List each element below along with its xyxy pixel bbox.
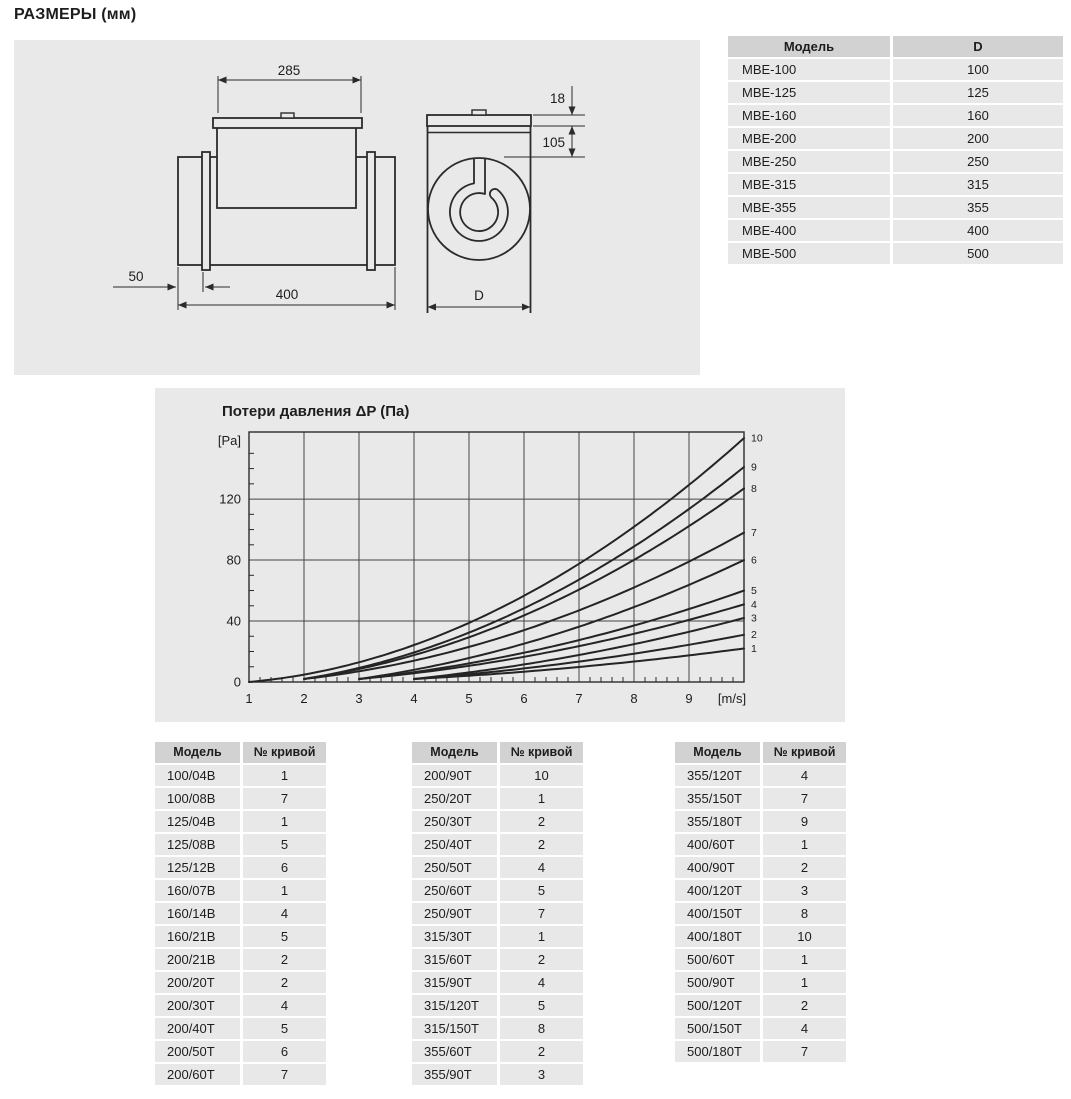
dim-400-label: 400 xyxy=(275,287,299,302)
table-row xyxy=(155,995,326,1016)
table-header-row xyxy=(412,742,583,763)
table-row xyxy=(412,811,583,832)
table-row xyxy=(675,1041,846,1062)
cell-value: 4 xyxy=(763,1018,846,1039)
cell-model: 500/60T xyxy=(675,949,760,970)
cell-value: 4 xyxy=(243,995,326,1016)
cell-value: 2 xyxy=(500,834,583,855)
table-header-row xyxy=(155,742,326,763)
cell-model: 200/21B xyxy=(155,949,240,970)
duct-opening-circle xyxy=(428,158,530,260)
table-body xyxy=(728,59,1063,264)
cell-value: 3 xyxy=(763,880,846,901)
curve-table-1 xyxy=(155,742,326,1087)
lid-handle xyxy=(281,113,294,118)
table-row xyxy=(412,834,583,855)
cell-model: 355/180T xyxy=(675,811,760,832)
cell-model: 315/90T xyxy=(412,972,497,993)
plot-border xyxy=(249,432,744,682)
cell-value: 1 xyxy=(243,811,326,832)
cell-value: 7 xyxy=(763,1041,846,1062)
table-row xyxy=(412,788,583,809)
cell-model: 200/30T xyxy=(155,995,240,1016)
cell-value: 4 xyxy=(500,972,583,993)
cell-value: 1 xyxy=(500,788,583,809)
cell-model: 250/60T xyxy=(412,880,497,901)
x-tick-label: 3 xyxy=(355,691,363,706)
cell-model: 200/40T xyxy=(155,1018,240,1039)
x-tick-label: 9 xyxy=(685,691,693,706)
table-row xyxy=(675,834,846,855)
cell-model: MBE-500 xyxy=(728,243,890,264)
table-header-row xyxy=(728,36,1063,57)
cell-value: 7 xyxy=(763,788,846,809)
cell-model: 400/150T xyxy=(675,903,760,924)
curve-number-label: 7 xyxy=(751,527,757,540)
y-tick-label: 0 xyxy=(233,674,241,690)
cell-model: 500/150T xyxy=(675,1018,760,1039)
table-row xyxy=(412,1018,583,1039)
cell-value: 7 xyxy=(500,903,583,924)
cell-model: MBE-315 xyxy=(728,174,890,195)
terminal-box xyxy=(217,127,356,208)
table-row xyxy=(155,972,326,993)
table-row xyxy=(675,880,846,901)
column-header-model: Модель xyxy=(155,742,240,763)
table-row xyxy=(155,903,326,924)
cell-value: 2 xyxy=(500,949,583,970)
y-tick-label: 120 xyxy=(219,491,241,507)
curve-number-label: 5 xyxy=(751,585,757,598)
pressure-loss-chart xyxy=(155,388,845,722)
dim-18-label: 18 xyxy=(549,91,565,106)
chart-title: Потери давления ΔP (Па) xyxy=(222,403,410,420)
cell-value: 1 xyxy=(763,949,846,970)
cell-value: 2 xyxy=(500,1041,583,1062)
table-header-row xyxy=(675,742,846,763)
cell-model: MBE-355 xyxy=(728,197,890,218)
table-row xyxy=(155,834,326,855)
cell-model: 400/60T xyxy=(675,834,760,855)
table-body xyxy=(155,765,326,1085)
cell-value: 3 xyxy=(500,1064,583,1085)
cell-value: 160 xyxy=(893,105,1063,126)
front-view xyxy=(427,110,531,313)
column-header-curve: № кривой xyxy=(763,742,846,763)
column-header-curve: № кривой xyxy=(500,742,583,763)
curve-number-label: 9 xyxy=(751,461,757,474)
table-row xyxy=(728,197,1063,218)
cell-value: 250 xyxy=(893,151,1063,172)
table-row xyxy=(728,105,1063,126)
table-row xyxy=(728,220,1063,241)
cell-model: 160/21B xyxy=(155,926,240,947)
cell-model: MBE-160 xyxy=(728,105,890,126)
table-row xyxy=(728,59,1063,80)
cell-model: 200/50T xyxy=(155,1041,240,1062)
cell-value: 200 xyxy=(893,128,1063,149)
cell-model: 355/120T xyxy=(675,765,760,786)
cell-model: 250/40T xyxy=(412,834,497,855)
cell-model: 500/90T xyxy=(675,972,760,993)
table-row xyxy=(675,1018,846,1039)
table-row xyxy=(675,926,846,947)
table-row xyxy=(155,811,326,832)
cell-value: 500 xyxy=(893,243,1063,264)
cell-model: 315/120T xyxy=(412,995,497,1016)
cell-model: 315/150T xyxy=(412,1018,497,1039)
cell-value: 6 xyxy=(243,857,326,878)
page-title: РАЗМЕРЫ (мм) xyxy=(14,6,137,23)
table-row xyxy=(155,949,326,970)
cell-model: 315/30T xyxy=(412,926,497,947)
table-row xyxy=(728,243,1063,264)
column-header-d: D xyxy=(893,36,1063,57)
cell-value: 8 xyxy=(763,903,846,924)
cell-value: 355 xyxy=(893,197,1063,218)
column-header-curve: № кривой xyxy=(243,742,326,763)
cell-model: 250/90T xyxy=(412,903,497,924)
cell-value: 5 xyxy=(243,834,326,855)
table-row xyxy=(675,903,846,924)
cell-value: 4 xyxy=(500,857,583,878)
column-header-model: Модель xyxy=(675,742,760,763)
cell-model: 250/50T xyxy=(412,857,497,878)
curve-number-label: 10 xyxy=(751,432,763,445)
table-row xyxy=(155,788,326,809)
table-row xyxy=(728,174,1063,195)
table-row xyxy=(675,811,846,832)
cell-value: 5 xyxy=(500,995,583,1016)
cell-model: 100/04B xyxy=(155,765,240,786)
x-tick-label: 7 xyxy=(575,691,583,706)
cell-value: 125 xyxy=(893,82,1063,103)
cell-model: MBE-200 xyxy=(728,128,890,149)
cell-model: 500/120T xyxy=(675,995,760,1016)
side-view xyxy=(178,113,395,270)
cell-model: 500/180T xyxy=(675,1041,760,1062)
table-row xyxy=(155,1064,326,1085)
table-row xyxy=(155,1018,326,1039)
table-row xyxy=(675,995,846,1016)
cell-model: MBE-125 xyxy=(728,82,890,103)
cell-value: 2 xyxy=(763,995,846,1016)
cell-value: 2 xyxy=(763,857,846,878)
table-row xyxy=(412,1064,583,1085)
cell-value: 400 xyxy=(893,220,1063,241)
table-row xyxy=(412,949,583,970)
table-row xyxy=(412,995,583,1016)
x-tick-label: 2 xyxy=(300,691,308,706)
column-header-model: Модель xyxy=(412,742,497,763)
cell-value: 1 xyxy=(243,880,326,901)
cell-model: 355/150T xyxy=(675,788,760,809)
cell-value: 2 xyxy=(243,972,326,993)
cell-value: 1 xyxy=(500,926,583,947)
cell-model: 400/180T xyxy=(675,926,760,947)
curve-table-3 xyxy=(675,742,846,1064)
dim-d-label: D xyxy=(474,288,484,303)
heating-element-coil xyxy=(450,158,508,241)
cell-value: 5 xyxy=(500,880,583,901)
cell-value: 4 xyxy=(763,765,846,786)
cell-model: 315/60T xyxy=(412,949,497,970)
curve-number-label: 8 xyxy=(751,482,757,495)
y-tick-label: 80 xyxy=(226,552,241,568)
curve-number-label: 1 xyxy=(751,642,757,655)
cell-model: 200/20T xyxy=(155,972,240,993)
cell-value: 10 xyxy=(500,765,583,786)
cell-model: MBE-400 xyxy=(728,220,890,241)
curve-number-label: 4 xyxy=(751,598,757,611)
duct-collar-left xyxy=(202,152,210,270)
table-row xyxy=(675,788,846,809)
duct-collar-right xyxy=(367,152,375,270)
table-row xyxy=(675,765,846,786)
table-row xyxy=(728,82,1063,103)
cell-value: 4 xyxy=(243,903,326,924)
table-row xyxy=(412,880,583,901)
table-row xyxy=(675,857,846,878)
cell-model: 160/07B xyxy=(155,880,240,901)
duct-heater-drawing xyxy=(14,40,700,375)
pressure-curve-4 xyxy=(359,604,744,679)
curve-number-label: 2 xyxy=(751,629,757,642)
table-row xyxy=(412,903,583,924)
cell-model: 355/90T xyxy=(412,1064,497,1085)
cell-model: 200/60T xyxy=(155,1064,240,1085)
cell-value: 9 xyxy=(763,811,846,832)
table-row xyxy=(412,765,583,786)
x-axis-unit: [m/s] xyxy=(717,691,747,706)
x-tick-label: 6 xyxy=(520,691,528,706)
cell-model: 250/20T xyxy=(412,788,497,809)
cell-value: 10 xyxy=(763,926,846,947)
front-lid xyxy=(427,115,531,126)
table-row xyxy=(155,765,326,786)
cell-value: 7 xyxy=(243,1064,326,1085)
dim-285-label: 285 xyxy=(277,63,301,78)
cell-value: 1 xyxy=(763,972,846,993)
cell-value: 5 xyxy=(243,1018,326,1039)
cell-value: 8 xyxy=(500,1018,583,1039)
cell-model: 400/120T xyxy=(675,880,760,901)
cell-model: 355/60T xyxy=(412,1041,497,1062)
cell-model: 125/04B xyxy=(155,811,240,832)
cell-value: 6 xyxy=(243,1041,326,1062)
cell-model: 200/90T xyxy=(412,765,497,786)
cell-value: 1 xyxy=(243,765,326,786)
table-row xyxy=(675,949,846,970)
cell-model: 125/08B xyxy=(155,834,240,855)
curve-table-2 xyxy=(412,742,583,1087)
table-row xyxy=(412,926,583,947)
cell-value: 2 xyxy=(500,811,583,832)
x-tick-label: 1 xyxy=(245,691,253,706)
cell-model: 125/12B xyxy=(155,857,240,878)
table-row xyxy=(155,1041,326,1062)
curve-number-label: 3 xyxy=(751,612,757,625)
table-row xyxy=(675,972,846,993)
cell-value: 100 xyxy=(893,59,1063,80)
pressure-loss-chart-panel xyxy=(155,388,845,722)
cell-model: 100/08B xyxy=(155,788,240,809)
terminal-box-lid xyxy=(213,118,362,128)
cell-model: 250/30T xyxy=(412,811,497,832)
front-lid-handle xyxy=(472,110,486,115)
table-row xyxy=(728,128,1063,149)
table-row xyxy=(412,857,583,878)
dimensions-drawing-panel xyxy=(14,40,700,375)
cell-model: MBE-250 xyxy=(728,151,890,172)
table-row xyxy=(412,1041,583,1062)
cell-value: 5 xyxy=(243,926,326,947)
table-row xyxy=(412,972,583,993)
y-tick-label: 40 xyxy=(226,613,241,629)
cell-value: 315 xyxy=(893,174,1063,195)
table-row xyxy=(155,857,326,878)
table-body xyxy=(675,765,846,1062)
curve-number-label: 6 xyxy=(751,554,757,567)
model-diameter-table xyxy=(728,36,1063,266)
cell-value: 7 xyxy=(243,788,326,809)
cell-model: MBE-100 xyxy=(728,59,890,80)
table-row xyxy=(155,880,326,901)
table-row xyxy=(155,926,326,947)
cell-value: 1 xyxy=(763,834,846,855)
x-tick-label: 4 xyxy=(410,691,418,706)
cell-model: 160/14B xyxy=(155,903,240,924)
x-tick-label: 5 xyxy=(465,691,473,706)
dim-105-label: 105 xyxy=(542,135,565,150)
cell-model: 400/90T xyxy=(675,857,760,878)
dim-50-label: 50 xyxy=(128,269,144,284)
x-tick-label: 8 xyxy=(630,691,638,706)
y-axis-unit: [Pa] xyxy=(217,433,241,448)
column-header-model: Модель xyxy=(728,36,890,57)
cell-value: 2 xyxy=(243,949,326,970)
table-body xyxy=(412,765,583,1085)
table-row xyxy=(728,151,1063,172)
